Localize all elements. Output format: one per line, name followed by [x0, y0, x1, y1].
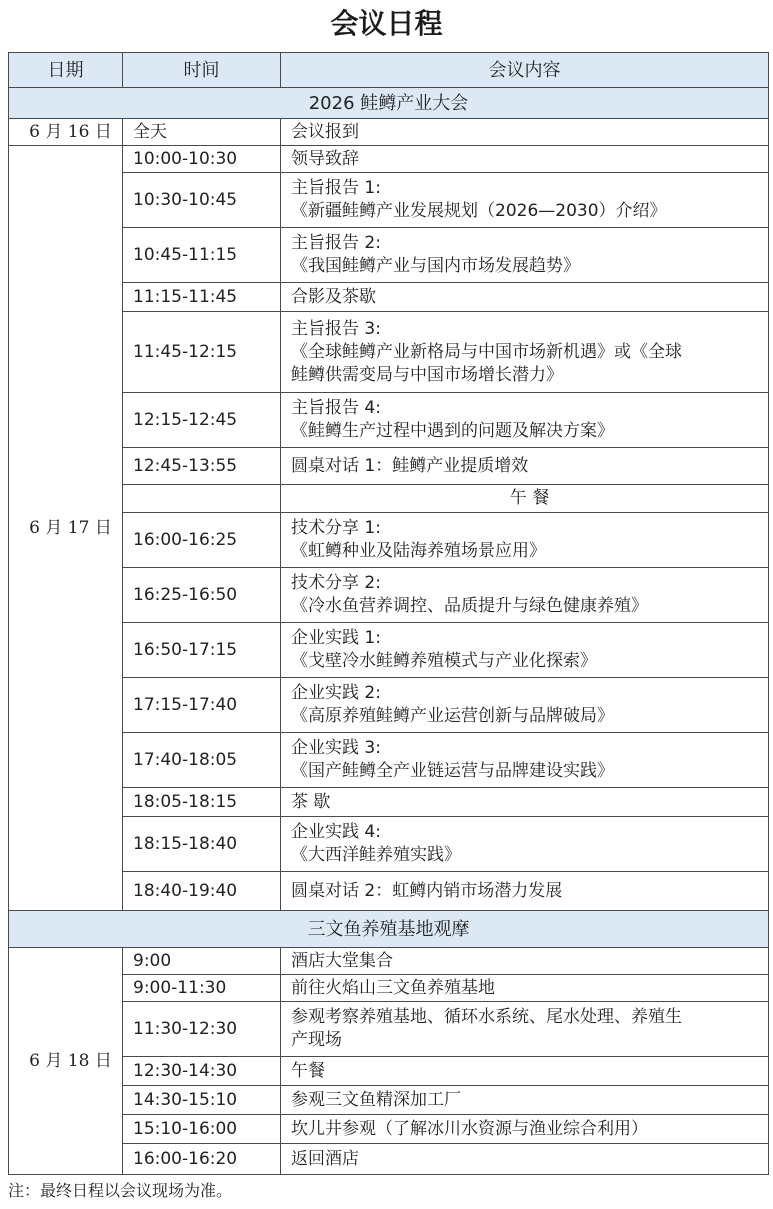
content-line: 《新疆鲑鳟产业发展规划（2026—2030）介绍》 — [291, 201, 667, 221]
content-cell — [281, 228, 769, 283]
section-title: 2026 鲑鳟产业大会 — [9, 88, 769, 119]
time-cell: 9:00-11:30 — [123, 975, 281, 1002]
content-line: 领导致辞 — [291, 148, 359, 169]
time-cell: 16:00-16:25 — [123, 513, 281, 568]
content-line: 主旨报告 1: — [291, 178, 381, 198]
time-cell: 16:00-16:20 — [123, 1144, 281, 1175]
time-cell: 10:30-10:45 — [123, 173, 281, 228]
content-line: 鲑鳟供需变局与中国市场增长潜力》 — [291, 364, 563, 385]
time-cell: 全天 — [123, 119, 281, 146]
content-cell — [281, 1057, 769, 1086]
content-line: 参观考察养殖基地、循环水系统、尾水处理、养殖生 — [291, 1007, 682, 1027]
schedule-row — [9, 733, 769, 788]
time-cell: 12:30-14:30 — [123, 1057, 281, 1086]
content-line: 返回酒店 — [291, 1148, 359, 1169]
section-title: 三文鱼养殖基地观摩 — [9, 911, 769, 948]
content-line: 主旨报告 3: — [291, 318, 381, 339]
schedule-body — [9, 88, 769, 1175]
content-line: 企业实践 3: — [291, 738, 381, 758]
time-cell: 18:05-18:15 — [123, 788, 281, 817]
time-cell: 18:40-19:40 — [123, 872, 281, 911]
schedule-row — [9, 312, 769, 393]
schedule-row — [9, 283, 769, 312]
footnote: 注：最终日程以会议现场为准。 — [8, 1181, 233, 1200]
date-cell: 6 月 16 日 — [9, 119, 123, 146]
content-cell — [281, 283, 769, 312]
content-cell — [281, 448, 769, 485]
time-cell: 11:45-12:15 — [123, 312, 281, 393]
content-line: 会议报到 — [291, 121, 359, 142]
content-cell — [281, 1115, 769, 1144]
time-cell — [123, 485, 281, 513]
content-line: 《冷水鱼营养调控、品质提升与绿色健康养殖》 — [291, 596, 648, 616]
content-cell — [281, 568, 769, 623]
schedule-row — [9, 173, 769, 228]
header-time: 时间 — [123, 53, 281, 88]
schedule-row — [9, 678, 769, 733]
content-cell — [281, 1086, 769, 1115]
schedule-row — [9, 948, 769, 975]
content-line: 主旨报告 2: — [291, 233, 381, 253]
schedule-row — [9, 1002, 769, 1057]
content-cell — [281, 513, 769, 568]
content-cell — [281, 312, 769, 393]
schedule-row — [9, 485, 769, 513]
time-cell: 18:15-18:40 — [123, 817, 281, 872]
schedule-row — [9, 1144, 769, 1175]
content-line: 合影及茶歇 — [291, 286, 376, 307]
time-cell: 17:40-18:05 — [123, 733, 281, 788]
time-cell: 16:25-16:50 — [123, 568, 281, 623]
header-content: 会议内容 — [281, 53, 769, 88]
time-cell: 12:45-13:55 — [123, 448, 281, 485]
content-cell — [281, 1002, 769, 1057]
page-title: 会议日程 — [330, 7, 443, 40]
time-cell: 10:00-10:30 — [123, 146, 281, 173]
content-line: 企业实践 4: — [291, 822, 381, 842]
content-line: 圆桌对话 2：虹鳟内销市场潜力发展 — [291, 880, 563, 901]
time-cell: 17:15-17:40 — [123, 678, 281, 733]
schedule-row — [9, 513, 769, 568]
content-cell — [281, 146, 769, 173]
time-cell: 9:00 — [123, 948, 281, 975]
content-line: 坎儿井参观（了解冰川水资源与渔业综合利用） — [291, 1118, 648, 1139]
time-cell: 16:50-17:15 — [123, 623, 281, 678]
schedule-row — [9, 393, 769, 448]
schedule-row — [9, 448, 769, 485]
content-line: 产现场 — [291, 1030, 342, 1050]
schedule-row — [9, 568, 769, 623]
date-cell: 6 月 18 日 — [9, 948, 123, 1175]
time-cell: 11:30-12:30 — [123, 1002, 281, 1057]
content-cell — [281, 678, 769, 733]
content-cell — [281, 119, 769, 146]
content-line: 《国产鲑鳟全产业链运营与品牌建设实践》 — [291, 761, 614, 781]
header-date: 日期 — [9, 53, 123, 88]
content-line: 《戈壁冷水鲑鳟养殖模式与产业化探索》 — [291, 651, 597, 671]
content-line: 主旨报告 4: — [291, 398, 381, 418]
content-cell — [281, 788, 769, 817]
content-line: 企业实践 2: — [291, 683, 381, 703]
date-cell: 6 月 17 日 — [9, 146, 123, 911]
schedule-table — [8, 52, 769, 1175]
lunch-cell: 午 餐 — [281, 485, 769, 513]
content-line: 《鲑鳟生产过程中遇到的问题及解决方案》 — [291, 421, 614, 441]
content-cell — [281, 1144, 769, 1175]
schedule-row — [9, 872, 769, 911]
schedule-row — [9, 623, 769, 678]
time-cell: 15:10-16:00 — [123, 1115, 281, 1144]
content-cell — [281, 393, 769, 448]
content-line: 《大西洋鲑养殖实践》 — [291, 845, 461, 865]
content-line: 茶 歇 — [291, 791, 331, 812]
content-line: 企业实践 1: — [291, 628, 381, 648]
content-cell — [281, 872, 769, 911]
content-line: 《我国鲑鳟产业与国内市场发展趋势》 — [291, 256, 580, 276]
time-cell: 10:45-11:15 — [123, 228, 281, 283]
schedule-row — [9, 975, 769, 1002]
schedule-row — [9, 228, 769, 283]
schedule-row — [9, 788, 769, 817]
schedule-row — [9, 1057, 769, 1086]
content-line: 酒店大堂集合 — [291, 950, 393, 971]
content-line: 《高原养殖鲑鳟产业运营创新与品牌破局》 — [291, 706, 614, 726]
content-line: 午餐 — [291, 1060, 325, 1081]
content-line: 《虹鳟种业及陆海养殖场景应用》 — [291, 541, 546, 561]
section-row — [9, 88, 769, 119]
time-cell: 11:15-11:45 — [123, 283, 281, 312]
header-row — [9, 53, 769, 88]
content-line: 技术分享 2: — [291, 573, 381, 593]
content-line: 圆桌对话 1：鲑鳟产业提质增效 — [291, 455, 529, 476]
content-line: 《全球鲑鳟产业新格局与中国市场新机遇》或《全球 — [291, 341, 682, 362]
content-cell — [281, 975, 769, 1002]
content-cell — [281, 733, 769, 788]
schedule-row — [9, 817, 769, 872]
content-cell — [281, 948, 769, 975]
content-cell — [281, 173, 769, 228]
schedule-row — [9, 1115, 769, 1144]
schedule-row — [9, 119, 769, 146]
content-line: 参观三文鱼精深加工厂 — [291, 1089, 461, 1110]
time-cell: 14:30-15:10 — [123, 1086, 281, 1115]
content-line: 前往火焰山三文鱼养殖基地 — [291, 977, 495, 998]
schedule-row — [9, 146, 769, 173]
content-line: 技术分享 1: — [291, 518, 381, 538]
schedule-row — [9, 1086, 769, 1115]
section-row — [9, 911, 769, 948]
time-cell: 12:15-12:45 — [123, 393, 281, 448]
content-cell — [281, 817, 769, 872]
content-cell — [281, 623, 769, 678]
